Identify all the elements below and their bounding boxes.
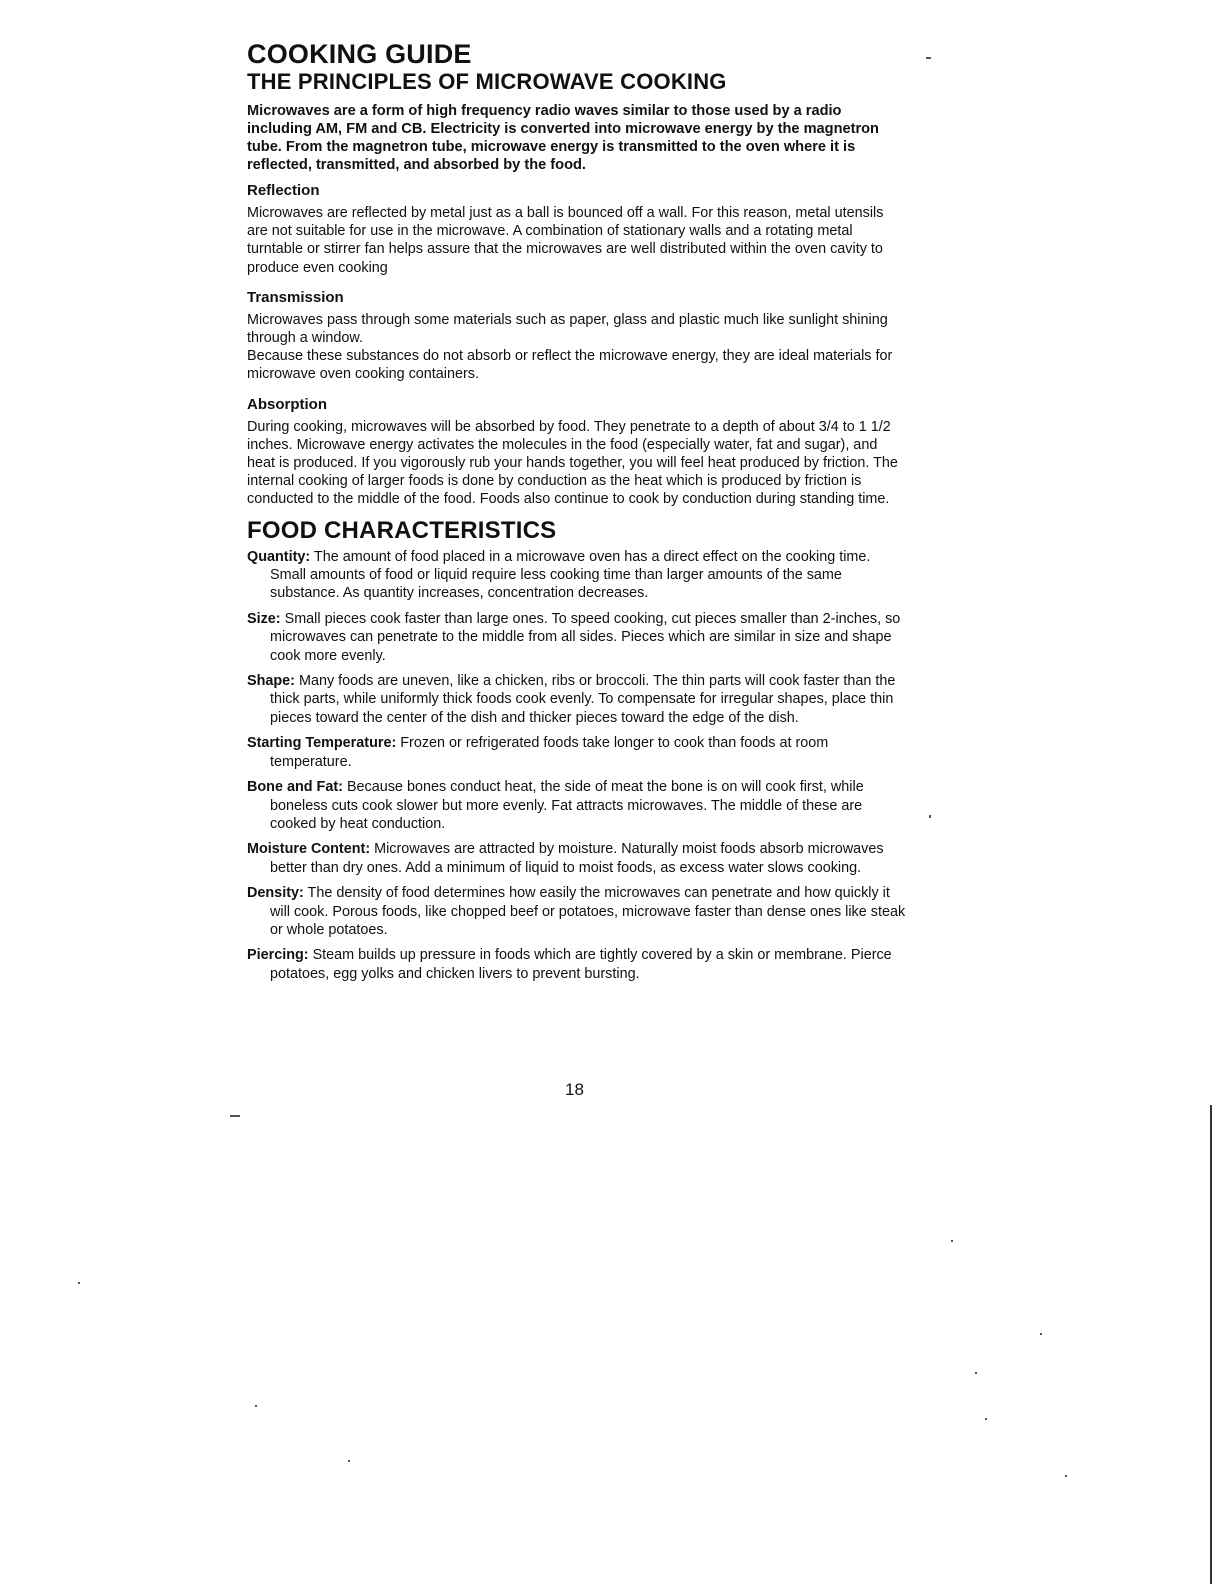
section-heading: Absorption [247, 395, 327, 413]
page-subtitle: THE PRINCIPLES OF MICROWAVE COOKING [247, 69, 727, 94]
scan-speck [929, 815, 931, 818]
list-item [247, 946, 907, 983]
scan-speck [1040, 1333, 1042, 1335]
section-absorption [247, 395, 907, 509]
characteristic-text: The density of food determines how easily the microwaves can penetrate and how quickly it will cook. Porous foods, like chopped beef or potatoes, microwave faster than dense ones like steak or whole potatoes. [270, 885, 906, 938]
characteristic-text: Microwaves are attracted by moisture. Naturally moist foods absorb microwaves better than dry ones. Add a minimum of liquid to moist foods, as excess water slows cooking. [270, 841, 884, 876]
characteristic-term: Starting Temperature: [247, 735, 397, 752]
list-item [247, 840, 907, 877]
characteristic-term: Shape: [247, 673, 295, 690]
scan-speck [230, 1115, 240, 1117]
list-item [247, 778, 907, 833]
scan-speck [926, 57, 931, 59]
section-paragraph: Because these substances do not absorb or reflect the microwave energy, they are ideal materials for microwave oven cooking containers. [247, 348, 893, 383]
characteristic-text: Steam builds up pressure in foods which are tightly covered by a skin or membrane. Pierce potatoes, egg yolks and chicken livers to prevent bursting. [270, 947, 892, 982]
scan-speck [975, 1372, 977, 1374]
scan-edge-line [1210, 1105, 1212, 1584]
list-item [247, 734, 907, 771]
section-reflection [247, 181, 907, 277]
intro-paragraph: Microwaves are a form of high frequency radio waves similar to those used by a radio including AM, FM and CB. Electricity is converted into microwave energy by the magnetron tube. From the magnetron tube, microwave energy is transmitted to the oven where it is reflected, transmitted, and absorbed by the food. [247, 103, 879, 173]
characteristic-text: Small pieces cook faster than large ones. To speed cooking, cut pieces smaller than 2-inches, so microwaves can penetrate to the middle from all sides. Pieces which are similar in size and shape cook more evenly. [270, 610, 901, 664]
characteristics-list [247, 548, 907, 984]
list-item [247, 610, 907, 665]
scan-speck [1065, 1475, 1067, 1477]
list-item [247, 884, 907, 939]
scan-speck [985, 1418, 987, 1420]
food-characteristics-title: FOOD CHARACTERISTICS [247, 516, 557, 544]
list-item [247, 672, 907, 727]
characteristic-term: Bone and Fat: [247, 779, 343, 796]
page-content [247, 40, 907, 990]
page-number: 18 [565, 1080, 584, 1099]
characteristic-text: Many foods are uneven, like a chicken, ribs or broccoli. The thin parts will cook faster than the thick parts, while uniformly thick foods cook evenly. To compensate for irregular shapes, place thin pieces toward the center of the dish and thicker pieces toward the edge of the dish. [270, 673, 896, 726]
scan-speck [78, 1282, 80, 1284]
section-paragraph: Microwaves are reflected by metal just as a ball is bounced off a wall. For this reason, metal utensils are not suitable for use in the microwave. A combination of stationary walls and a rotating metal turntable or stirrer fan helps assure that the microwaves are well distributed within the oven cavity to produce even cooking [247, 205, 884, 276]
page-title: COOKING GUIDE [247, 39, 472, 69]
characteristic-term: Piercing: [247, 947, 309, 964]
characteristic-term: Density: [247, 885, 304, 902]
section-paragraph: Microwaves pass through some materials such as paper, glass and plastic much like sunlight shining through a window. [247, 311, 888, 347]
characteristic-text: Frozen or refrigerated foods take longer to cook than foods at room temperature. [270, 735, 829, 770]
section-paragraph: During cooking, microwaves will be absorbed by food. They penetrate to a depth of about 3/4 to 1 1/2 inches. Microwave energy activates the molecules in the food (especially water, fat and sugar), and heat is produced. If you vigorously rub your hands together, you will feel heat produced by friction. The internal cooking of larger foods is done by conduction as the heat which is produced by friction is conducted to the middle of the food. Foods also continue to cook by conduction during standing time. [247, 418, 898, 508]
section-heading: Reflection [247, 182, 320, 199]
characteristic-term: Size: [247, 610, 281, 627]
characteristic-text: Because bones conduct heat, the side of meat the bone is on will cook first, while boneless cuts cook slower but more evenly. Fat attracts microwaves. The middle of these are cooked by heat conduction. [270, 779, 864, 832]
characteristic-term: Moisture Content: [247, 841, 371, 858]
list-item [247, 548, 907, 603]
section-heading: Transmission [247, 288, 344, 306]
scan-speck [348, 1460, 350, 1462]
scan-speck [255, 1405, 257, 1407]
scan-speck [951, 1240, 953, 1242]
characteristic-text: The amount of food placed in a microwave oven has a direct effect on the cooking time. Small amounts of food or liquid require less cooking time than larger amounts of the same substance. As quantity increases, concentration decreases. [270, 548, 871, 602]
characteristic-term: Quantity: [247, 548, 311, 565]
section-transmission [247, 288, 907, 384]
